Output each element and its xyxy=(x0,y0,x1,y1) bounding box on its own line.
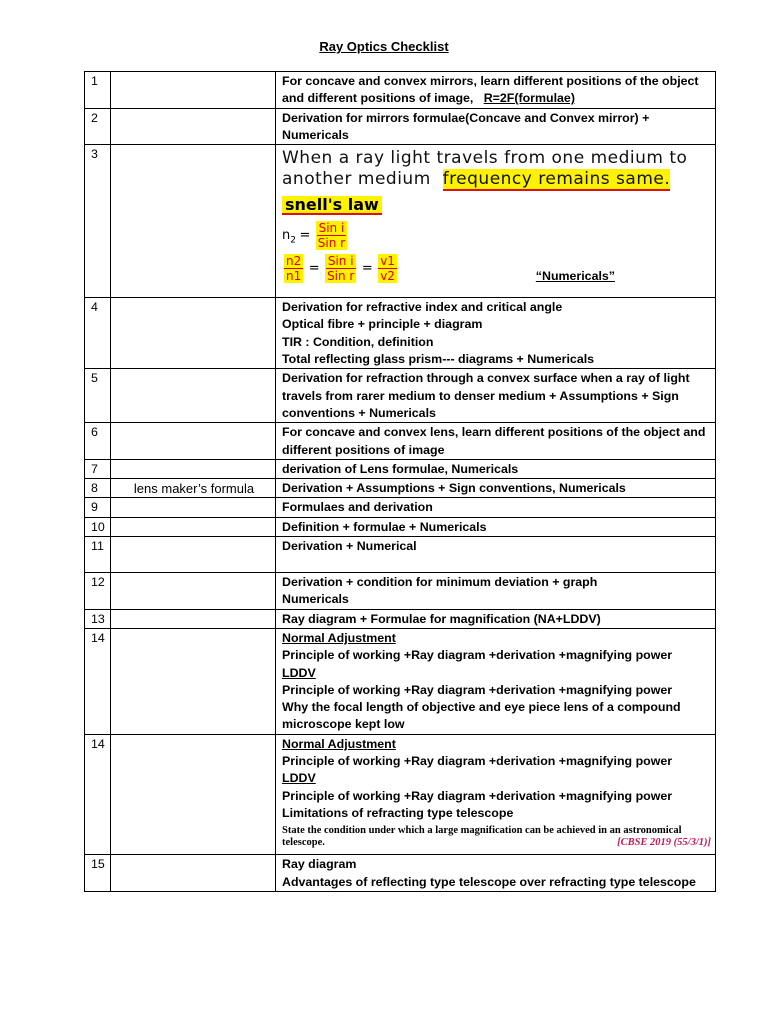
topic-line: Derivation + Assumptions + Sign conventions, Numericals xyxy=(282,481,626,496)
row-topic-handwritten xyxy=(276,145,716,298)
topic-line: derivation of Lens formulae, Numericals xyxy=(282,461,519,476)
topic-line: For concave and convex mirrors, learn different positions of the object xyxy=(282,74,699,88)
table-row xyxy=(85,369,716,423)
row-note xyxy=(111,517,276,536)
topic-line: Optical fibre + principle + diagram xyxy=(282,317,483,332)
row-topic xyxy=(276,459,716,478)
topic-heading: Normal Adjustment xyxy=(282,630,396,645)
table-row xyxy=(85,298,716,369)
row-note xyxy=(111,628,276,734)
table-row xyxy=(85,423,716,460)
topic-line: Total reflecting glass prism--- diagrams + Numericals xyxy=(282,352,595,367)
row-topic xyxy=(276,609,716,628)
row-note xyxy=(111,734,276,854)
topic-line: conventions + Numericals xyxy=(282,405,436,420)
topic-heading: Normal Adjustment xyxy=(282,736,396,751)
table-row xyxy=(85,108,716,145)
topic-line: different positions of image xyxy=(282,442,445,457)
row-topic xyxy=(276,855,716,892)
topic-line: Definition + formulae + Numericals xyxy=(282,519,487,534)
row-topic xyxy=(276,108,716,145)
fraction: $\frac{v1}{v2}$ xyxy=(380,254,395,284)
row-note xyxy=(111,537,276,573)
lens-maker-label: lens maker’s formula xyxy=(133,481,255,497)
row-note xyxy=(111,72,276,109)
row-topic xyxy=(276,573,716,610)
snell-equation-1: $n_2$ = $\frac{\text{Sin i}}{\text{Sin r}}$ xyxy=(282,221,346,251)
topic-line: TIR : Condition, definition xyxy=(282,334,434,349)
table-row xyxy=(85,573,716,610)
topic-line: and different positions of image, R=2F(formulae) xyxy=(282,91,575,106)
row-number: 2 xyxy=(85,108,111,145)
row-number: 6 xyxy=(85,423,111,460)
table-row xyxy=(85,537,716,573)
snells-law-label: snell's law xyxy=(282,196,382,215)
row-number: 8 xyxy=(85,479,111,498)
table-row xyxy=(85,498,716,517)
handwritten-line: When a ray light travels from one medium to xyxy=(282,148,688,169)
numericals-note: “Numericals” xyxy=(535,269,615,284)
row-number: 12 xyxy=(85,573,111,610)
topic-line: Derivation for mirrors formulae(Concave and Convex mirror) + Numericals xyxy=(282,110,650,142)
topic-heading: LDDV xyxy=(282,665,316,680)
topic-line: Principle of working +Ray diagram +derivation +magnifying power xyxy=(282,754,673,769)
row-note xyxy=(111,855,276,892)
highlight-frequency: frequency remains same. xyxy=(442,169,671,190)
topic-line: microscope kept low xyxy=(282,717,405,732)
topic-line: Numericals xyxy=(282,592,349,607)
table-row xyxy=(85,609,716,628)
row-topic xyxy=(276,479,716,498)
topic-line: For concave and convex lens, learn different positions of the object and xyxy=(282,425,706,440)
table-row xyxy=(85,628,716,734)
row-note xyxy=(111,369,276,423)
table-row xyxy=(85,479,716,498)
row-topic xyxy=(276,298,716,369)
snell-equation-2: $\frac{n2}{n1}$ = $\frac{\text{Sin i}}{\text{Sin r}}$ = $\frac{v1}{v2}$ “Numericals” xyxy=(286,254,615,284)
handwritten-line: another medium frequency remains same. xyxy=(282,169,671,190)
row-topic xyxy=(276,734,716,854)
row-number: 15 xyxy=(85,855,111,892)
topic-line: Ray diagram + Formulae for magnification (NA+LDDV) xyxy=(282,611,601,626)
topic-heading: LDDV xyxy=(282,771,316,786)
table-row xyxy=(85,145,716,298)
row-number: 1 xyxy=(85,72,111,109)
row-note xyxy=(111,498,276,517)
row-number: 5 xyxy=(85,369,111,423)
row-number: 10 xyxy=(85,517,111,536)
formula-r2f: R=2F(formulae) xyxy=(483,91,575,106)
row-note xyxy=(111,298,276,369)
row-number: 4 xyxy=(85,298,111,369)
row-number: 9 xyxy=(85,498,111,517)
table-row xyxy=(85,517,716,536)
topic-line: Why the focal length of objective and eye piece lens of a compound xyxy=(282,700,681,715)
table-row xyxy=(85,855,716,892)
row-number: 14 xyxy=(85,628,111,734)
topic-line: Formulaes and derivation xyxy=(282,500,433,515)
fraction: $\frac{\text{Sin i}}{\text{Sin r}}$ xyxy=(317,221,346,251)
topic-line: Principle of working +Ray diagram +derivation +magnifying power xyxy=(282,788,673,803)
page-title: Ray Optics Checklist xyxy=(319,39,449,54)
topic-line: Principle of working +Ray diagram +derivation +magnifying power xyxy=(282,682,673,697)
row-topic xyxy=(276,498,716,517)
topic-line: travels from rarer medium to denser medium + Assumptions + Sign xyxy=(282,388,679,403)
row-note xyxy=(111,609,276,628)
row-note xyxy=(111,108,276,145)
row-topic xyxy=(276,628,716,734)
row-note xyxy=(111,145,276,298)
table-row xyxy=(85,459,716,478)
table-row xyxy=(85,734,716,854)
checklist-table xyxy=(84,71,716,892)
topic-line: Derivation for refractive index and critical angle xyxy=(282,300,563,315)
table-row xyxy=(85,72,716,109)
row-topic xyxy=(276,517,716,536)
row-topic xyxy=(276,423,716,460)
topic-line: Derivation for refraction through a convex surface when a ray of light xyxy=(282,371,690,386)
cbse-question: State the condition under which a large magnification can be achieved in an astronomical telescope. [CBSE 2019 (55/3/1)] xyxy=(282,825,711,849)
topic-line: Ray diagram xyxy=(282,857,357,872)
fraction: $\frac{\text{Sin i}}{\text{Sin r}}$ xyxy=(327,254,355,284)
row-topic xyxy=(276,369,716,423)
row-note xyxy=(111,573,276,610)
cbse-reference: [CBSE 2019 (55/3/1)] xyxy=(617,837,711,849)
topic-line: Derivation + Numerical xyxy=(282,539,417,554)
row-number: 13 xyxy=(85,609,111,628)
topic-line: Derivation + condition for minimum deviation + graph xyxy=(282,575,598,590)
row-number: 7 xyxy=(85,459,111,478)
row-note xyxy=(111,423,276,460)
row-number: 3 xyxy=(85,145,111,298)
topic-line: Principle of working +Ray diagram +derivation +magnifying power xyxy=(282,648,673,663)
row-topic xyxy=(276,537,716,573)
topic-line: Limitations of refracting type telescope xyxy=(282,805,514,820)
row-number: 11 xyxy=(85,537,111,573)
row-note xyxy=(111,479,276,498)
row-note xyxy=(111,459,276,478)
row-topic xyxy=(276,72,716,109)
topic-line: Advantages of reflecting type telescope over refracting type telescope xyxy=(282,874,696,889)
fraction: $\frac{n2}{n1}$ xyxy=(286,254,302,284)
row-number: 14 xyxy=(85,734,111,854)
